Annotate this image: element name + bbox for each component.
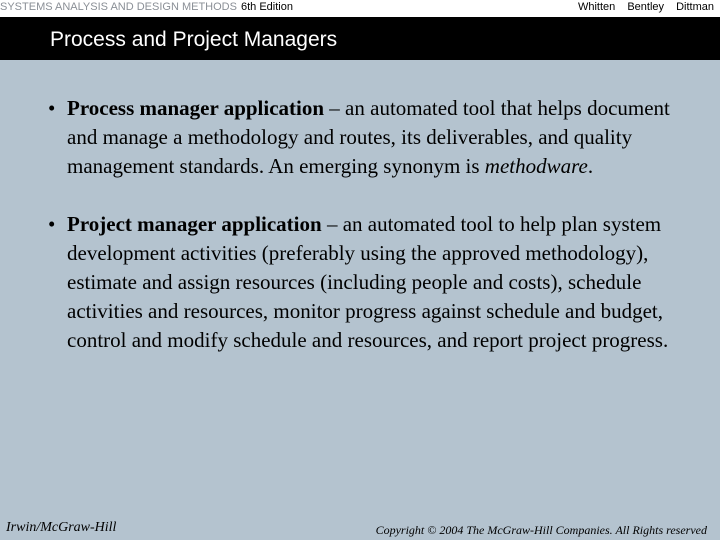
bullet-marker: • [48, 212, 56, 236]
publisher-label: Irwin/McGraw-Hill [6, 520, 117, 535]
author-name: Bentley [627, 1, 665, 13]
edition-label: 6th Edition [240, 1, 293, 13]
bullet-term: Process manager application [67, 96, 325, 120]
bullet-term: Project manager application [67, 212, 322, 236]
title-bar [0, 17, 720, 60]
bullet-item [48, 210, 688, 355]
authors-header [569, 0, 714, 15]
course-header [0, 0, 293, 15]
bullet-text: – an automated tool that helps document and manage a methodology and routes, its deliverables, and quality management standards. An emerging synonym is [67, 96, 670, 178]
bullet-text: – an automated tool to help plan system development activities (preferably using the approved methodology), estimate and assign resources (including people and costs), schedule activities and resources, monitor progress against schedule and budget, control and modify schedule and resources, and report project progress. [67, 212, 669, 352]
course-title: SYSTEMS ANALYSIS AND DESIGN METHODS [0, 1, 237, 13]
slide-title: Process and Project Managers [50, 28, 338, 51]
copyright-notice: Copyright © 2004 The McGraw-Hill Companies. All Rights reserved [375, 523, 707, 537]
author-name: Whitten [577, 1, 616, 13]
bullet-item [48, 94, 688, 181]
bullet-marker: • [48, 96, 56, 120]
bullet-list [48, 94, 688, 355]
header-bar [0, 0, 720, 17]
bullet-text-end: . [587, 154, 594, 178]
bullet-emphasis: methodware [484, 154, 588, 178]
author-name: Dittman [676, 1, 714, 13]
